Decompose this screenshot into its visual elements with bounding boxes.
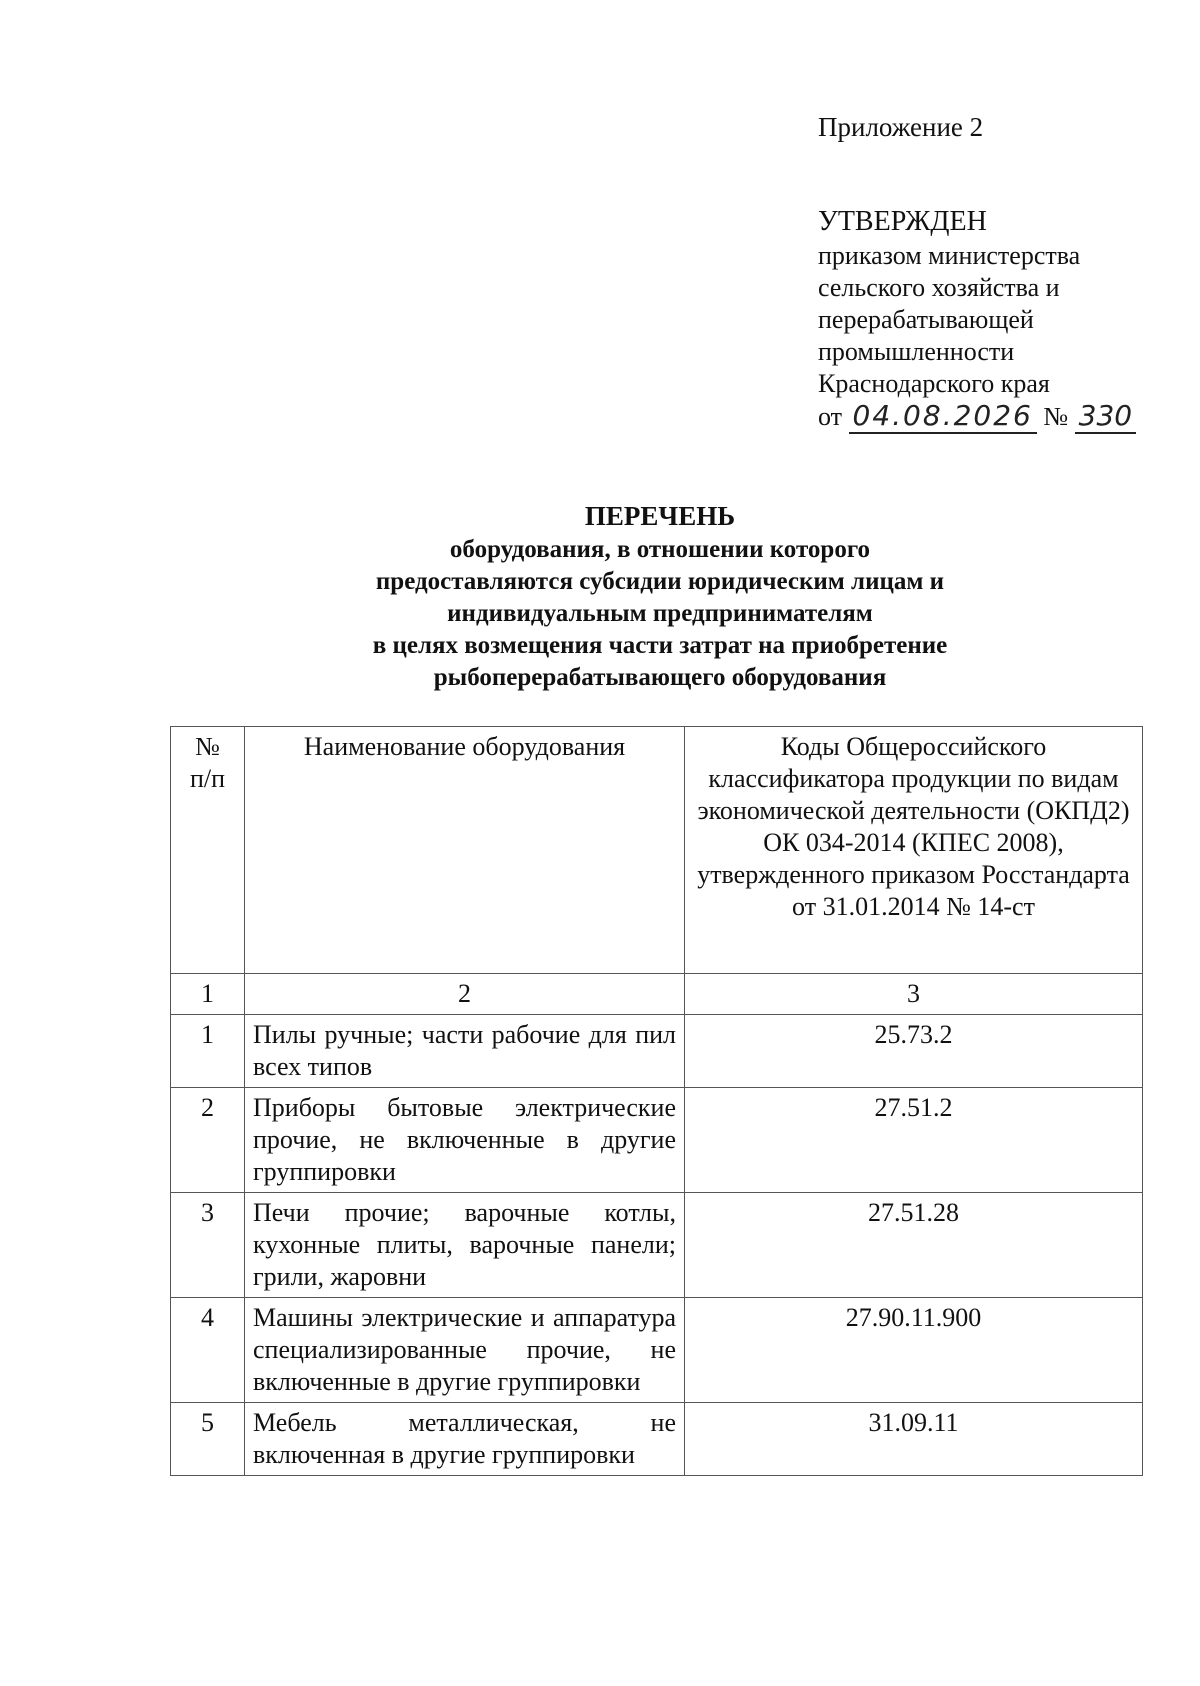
equipment-name: Приборы бытовые электрические прочие, не включенные в другие группировки [245, 1088, 685, 1193]
row-number: 4 [171, 1298, 245, 1403]
row-number: 5 [171, 1403, 245, 1476]
equipment-name: Машины электрические и аппаратура специализированные прочие, не включенные в другие группировки [245, 1298, 685, 1403]
order-date-handwritten: 04.08.2026 [849, 399, 1037, 434]
table-header-row [171, 727, 1143, 974]
okpd2-code: 27.51.28 [685, 1193, 1143, 1298]
title-line: рыбоперерабатывающего оборудования [433, 664, 887, 691]
equipment-name: Печи прочие; варочные котлы, кухонные плиты, варочные панели; грили, жаровни [245, 1193, 685, 1298]
title-line: оборудования, в отношении которого [449, 536, 871, 563]
okpd2-code: 27.90.11.900 [685, 1298, 1143, 1403]
order-date-line [818, 400, 1136, 433]
appendix-label: Приложение 2 [818, 112, 984, 142]
title-line: индивидуальным предпринимателям [447, 600, 873, 627]
title-line: предоставляются субсидии юридическим лицам и [375, 568, 945, 595]
approved-heading: УТВЕРЖДЕН [818, 206, 987, 237]
table-row [171, 1193, 1143, 1298]
column-number: 3 [685, 974, 1143, 1015]
table-row [171, 1088, 1143, 1193]
table-row [171, 1015, 1143, 1088]
table-row [171, 1298, 1143, 1403]
approval-line: перерабатывающей [818, 305, 1034, 334]
table-row [171, 1403, 1143, 1476]
okpd2-code: 25.73.2 [685, 1015, 1143, 1088]
header-number: № п/п [171, 727, 245, 974]
approval-line: сельского хозяйства и [818, 273, 1060, 302]
document-title-block [160, 500, 1160, 694]
column-number: 2 [245, 974, 685, 1015]
okpd2-code: 27.51.2 [685, 1088, 1143, 1193]
column-number-row [171, 974, 1143, 1015]
equipment-name: Мебель металлическая, не включенная в другие группировки [245, 1403, 685, 1476]
row-number: 1 [171, 1015, 245, 1088]
date-prefix: от [818, 402, 843, 431]
header-code: Коды Общероссийского классификатора продукции по видам экономической деятельности (ОКПД2) ОК 034-2014 (КПЕС 2008), утвержденного приказом Росстандарта от 31.01.2014 № 14-ст [685, 727, 1143, 974]
number-sign: № [1043, 402, 1069, 431]
equipment-table [170, 726, 1143, 1476]
title-line: в целях возмещения части затрат на приобретение [372, 632, 948, 659]
equipment-name: Пилы ручные; части рабочие для пил всех типов [245, 1015, 685, 1088]
approval-line: приказом министерства [818, 241, 1081, 270]
row-number: 2 [171, 1088, 245, 1193]
approval-line: промышленности [818, 337, 1015, 366]
column-number: 1 [171, 974, 245, 1015]
document-title: ПЕРЕЧЕНЬ [584, 501, 736, 531]
row-number: 3 [171, 1193, 245, 1298]
order-number-handwritten: 330 [1075, 399, 1136, 434]
okpd2-code: 31.09.11 [685, 1403, 1143, 1476]
approval-line: Краснодарского края [818, 369, 1050, 398]
header-name: Наименование оборудования [245, 727, 685, 974]
approval-stamp [818, 206, 1136, 433]
